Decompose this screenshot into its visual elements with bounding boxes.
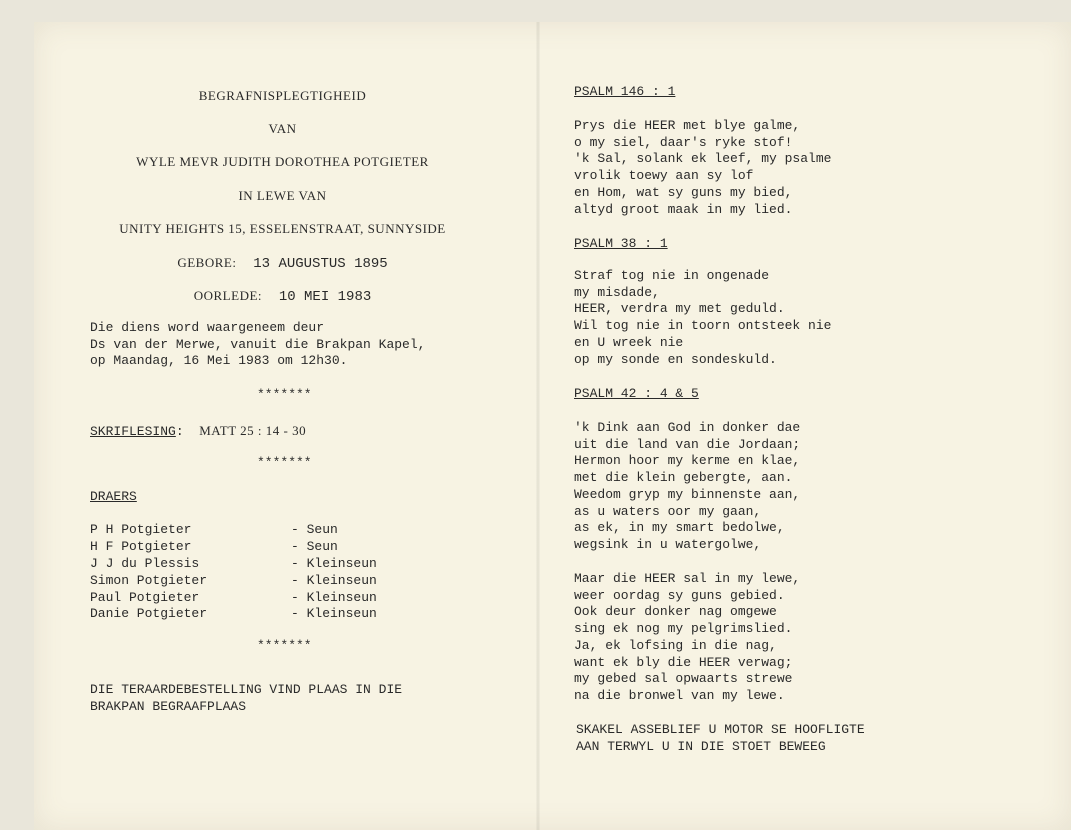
burial-line: BRAKPAN BEGRAAFPLAAS [90, 698, 247, 714]
psalm-38-title: PSALM 38 : 1 [574, 236, 668, 251]
bearer-relation: - Kleinseun [291, 606, 377, 621]
psalm-146-text [574, 118, 831, 218]
psalm-146-title: PSALM 146 : 1 [574, 84, 676, 99]
bearer-relation: - Kleinseun [291, 556, 377, 571]
psalm-line: wegsink in u watergolwe, [574, 536, 762, 552]
burial-info [90, 682, 402, 715]
reading-line [90, 423, 306, 440]
bearer-name: P H Potgieter [90, 522, 192, 537]
psalm-line: Ook deur donker nag omgewe [574, 604, 777, 620]
psalm-line: HEER, verdra my met geduld. [574, 301, 785, 317]
psalm-42-title: PSALM 42 : 4 & 5 [574, 386, 699, 401]
separator-stars: ******* [257, 455, 312, 470]
bearer-name: Paul Potgieter [90, 590, 200, 605]
born-date: 13 AUGUSTUS 1895 [253, 256, 388, 272]
bearer-name: H F Potgieter [90, 539, 192, 554]
reading-text: MATT 25 : 14 - 30 [199, 423, 307, 438]
psalm-line: na die bronwel van my lewe. [574, 687, 785, 703]
born-label: GEBORE: [177, 255, 237, 270]
service-line: Ds van der Merwe, vanuit die Brakpan Kapel, [90, 336, 426, 352]
psalm-line: Ja, ek lofsing in die nag, [574, 637, 777, 653]
service-line: Die diens word waargeneem deur [90, 320, 325, 335]
separator-stars: ******* [257, 387, 312, 402]
service-line: op Maandag, 16 Mei 1983 om 12h30. [90, 353, 348, 369]
bearers-title: DRAERS [90, 489, 137, 504]
psalm-line: met die klein gebergte, aan. [574, 470, 793, 486]
psalm-line: Maar die HEER sal in my lewe, [574, 571, 801, 586]
psalm-line: Prys die HEER met blye galme, [574, 118, 801, 133]
closing-notice [576, 722, 865, 755]
psalm-38-text [574, 268, 831, 368]
psalm-42-verse-2 [574, 571, 800, 705]
psalm-line: uit die land van die Jordaan; [574, 436, 801, 452]
psalm-line: my misdade, [574, 284, 660, 300]
reading-label: SKRIFLESING [90, 424, 176, 439]
deceased-name: WYLE MEVR JUDITH DOROTHEA POTGIETER [136, 154, 429, 169]
closing-line: AAN TERWYL U IN DIE STOET BEWEEG [576, 738, 826, 754]
died-date: 10 MEI 1983 [278, 289, 372, 305]
service-info [90, 320, 425, 370]
born-line [30, 255, 535, 272]
bearer-relation: - Kleinseun [291, 590, 377, 605]
psalm-line: en U wreek nie [574, 334, 684, 350]
psalm-line: 'k Dink aan God in donker dae [574, 420, 801, 435]
psalm-line: Straf tog nie in ongenade [574, 268, 770, 283]
separator-stars: ******* [257, 638, 312, 653]
address: UNITY HEIGHTS 15, ESSELENSTRAAT, SUNNYSIDE [119, 221, 446, 236]
psalm-line: 'k Sal, solank ek leef, my psalme [574, 151, 832, 167]
psalm-line: weer oordag sy guns gebied. [574, 587, 785, 603]
burial-line: DIE TERAARDEBESTELLING VIND PLAAS IN DIE [90, 682, 403, 697]
psalm-line: my gebed sal opwaarts strewe [574, 671, 793, 687]
van-label: VAN [268, 121, 297, 136]
psalm-line: en Hom, wat sy guns my bied, [574, 184, 793, 200]
page-fold [536, 22, 540, 830]
psalm-line: o my siel, daar's ryke stof! [574, 134, 793, 150]
reading-sep: : [175, 424, 184, 439]
psalm-line: as ek, in my smart bedolwe, [574, 520, 785, 536]
psalm-line: Weedom gryp my binnenste aan, [574, 486, 801, 502]
bearer-relation: - Seun [291, 539, 338, 554]
bearer-relation: - Kleinseun [291, 573, 377, 588]
died-line [30, 288, 535, 305]
heading: BEGRAFNISPLEGTIGHEID [198, 88, 367, 103]
psalm-line: want ek bly die HEER verwag; [574, 654, 793, 670]
psalm-line: altyd groot maak in my lied. [574, 201, 793, 217]
died-label: OORLEDE: [193, 288, 263, 303]
bearer-name: Danie Potgieter [90, 606, 208, 621]
bearer-name: Simon Potgieter [90, 573, 208, 588]
psalm-line: Hermon hoor my kerme en klae, [574, 453, 801, 469]
psalm-42-verse-1 [574, 420, 800, 554]
in-lewe-van: IN LEWE VAN [238, 188, 327, 203]
psalm-line: op my sonde en sondeskuld. [574, 351, 777, 367]
closing-line: SKAKEL ASSEBLIEF U MOTOR SE HOOFLIGTE [576, 722, 865, 737]
psalm-line: as u waters oor my gaan, [574, 503, 762, 519]
bearer-name: J J du Plessis [90, 556, 200, 571]
bearer-relation: - Seun [291, 522, 338, 537]
psalm-line: vrolik toewy aan sy lof [574, 168, 754, 184]
psalm-line: sing ek nog my pelgrimslied. [574, 621, 793, 637]
psalm-line: Wil tog nie in toorn ontsteek nie [574, 318, 832, 334]
